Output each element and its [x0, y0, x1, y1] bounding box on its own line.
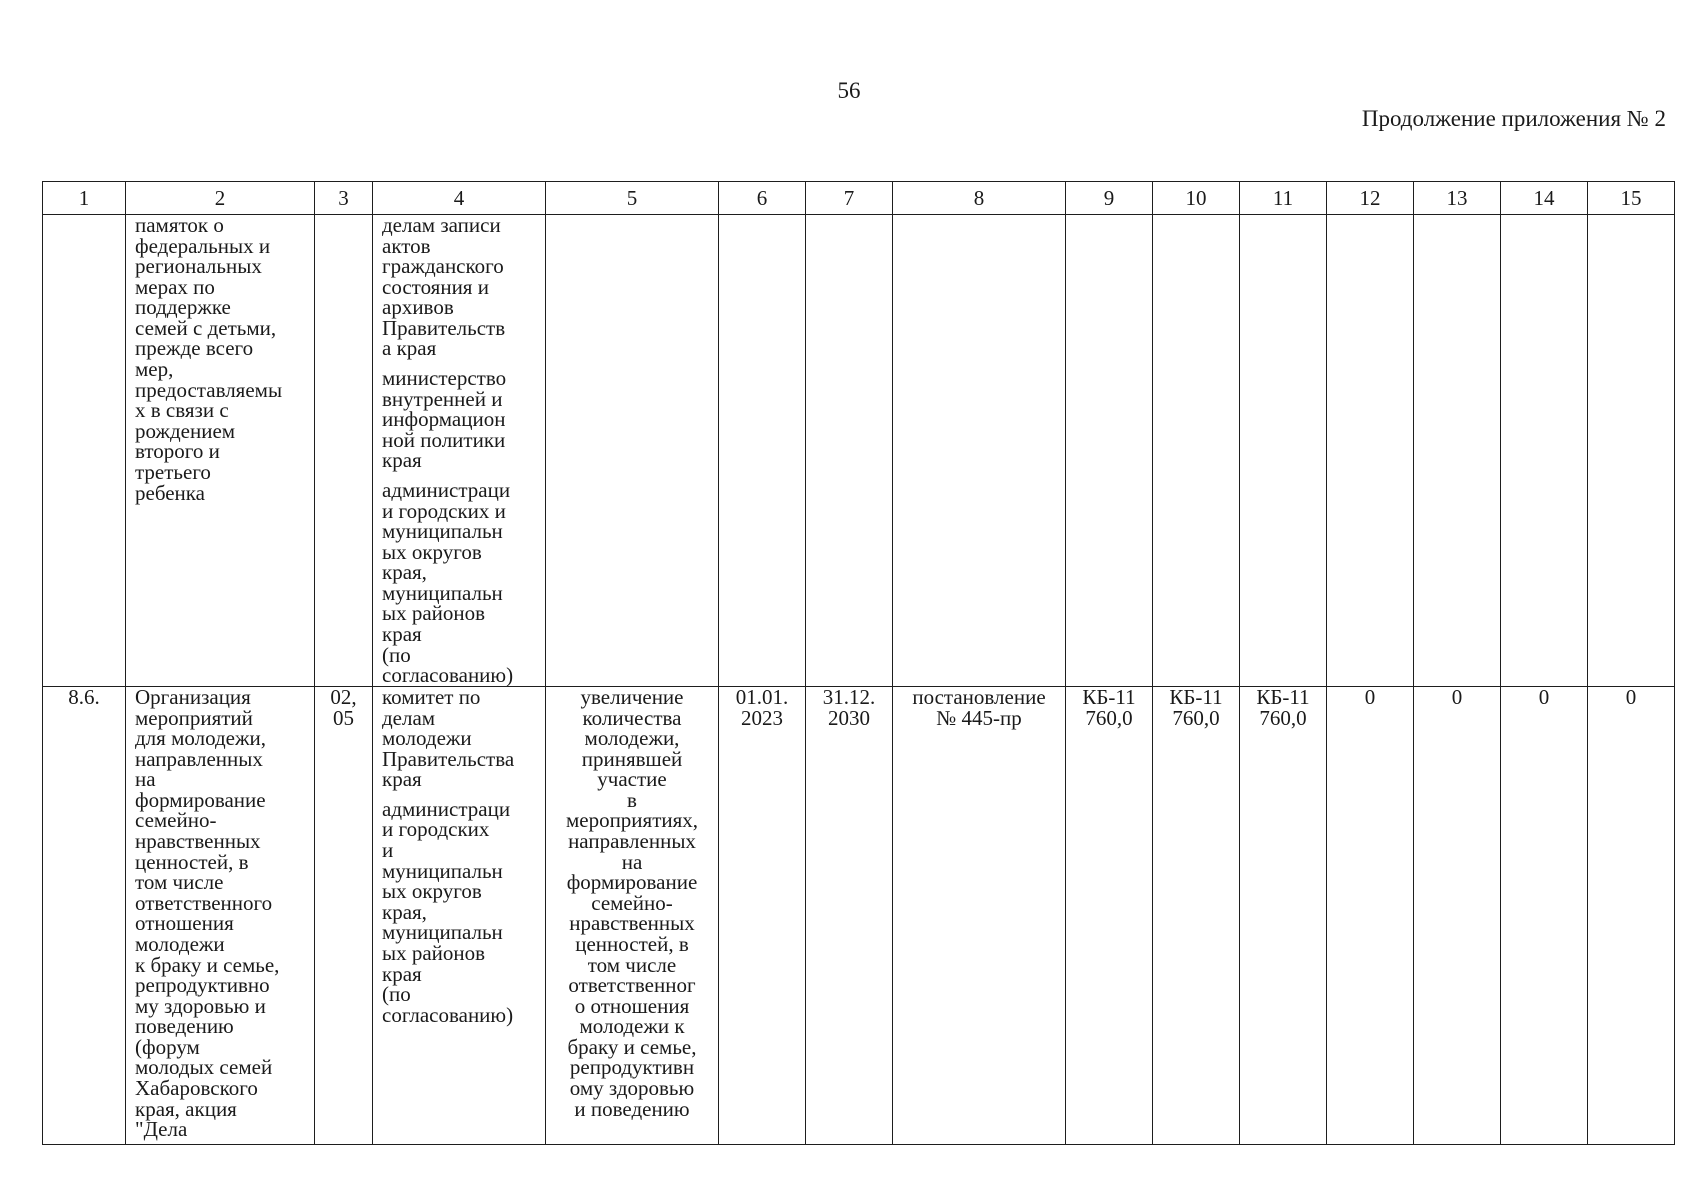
code-cell [315, 215, 373, 687]
funding-cell [1066, 687, 1153, 1145]
activity-cell [126, 215, 315, 687]
funding-cell [1588, 215, 1675, 687]
start-date-cell [719, 215, 806, 687]
funding-value: 0 [1625, 685, 1637, 709]
result-cell [546, 215, 719, 687]
funding-cell [1153, 215, 1240, 687]
column-header: 9 [1066, 182, 1153, 215]
end-date-cell [806, 687, 893, 1145]
funding-value: 0 [1538, 685, 1550, 709]
funding-cell [1501, 215, 1588, 687]
column-header: 2 [126, 182, 315, 215]
result-cell [546, 687, 719, 1145]
table-row-8-6 [43, 687, 1675, 1145]
funding-value: 0 [1451, 685, 1463, 709]
funding-cell [1066, 215, 1153, 687]
document-cell [893, 687, 1066, 1145]
row-number: 8.6. [68, 685, 100, 709]
column-header: 13 [1414, 182, 1501, 215]
code-cell [315, 687, 373, 1145]
column-header: 4 [373, 182, 546, 215]
end-date: 31.12. 2030 [822, 685, 876, 730]
funding-cell [1414, 215, 1501, 687]
appendix-table [42, 181, 1675, 1145]
executors-cell [373, 215, 546, 687]
funding-cell [1240, 215, 1327, 687]
funding-cell [1240, 687, 1327, 1145]
column-header: 14 [1501, 182, 1588, 215]
executor-text: администраци и городских и муниципальн ых округов края, муниципальн ых районов края (по согласованию) [382, 477, 514, 688]
funding-cell [1327, 215, 1414, 687]
column-header: 15 [1588, 182, 1675, 215]
table-row-continued [43, 215, 1675, 687]
result-text: увеличение количества молодежи, принявшей участие в мероприятиях, направленных на формирование семейно- нравственных ценностей, в том числе ответственног о отношения молодежи к браку и семье, репродуктивн ому здоровью и поведению [565, 685, 699, 1121]
column-header: 7 [806, 182, 893, 215]
funding-cell [1327, 687, 1414, 1145]
executors-cell [373, 687, 546, 1145]
funding-value: КБ-11 760,0 [1256, 685, 1310, 730]
activity-cell [126, 687, 315, 1145]
executor-text: министерство внутренней и информацион ной политики края [382, 366, 507, 473]
funding-value: 0 [1364, 685, 1376, 709]
continuation-label: Продолжение приложения № 2 [1361, 106, 1666, 131]
funding-cell [1414, 687, 1501, 1145]
funding-cell [1588, 687, 1675, 1145]
activity-text: Организация мероприятий для молодежи, направленных на формирование семейно- нравственных ценностей, в том числе ответственного отношения молодежи к браку и семье, репродуктивно му здоровью и поведению (форум молодых семей Хабаровского края, акция "Дела [135, 685, 280, 1142]
column-header: 6 [719, 182, 806, 215]
document-text: постановление № 445-пр [912, 685, 1046, 730]
column-header: 5 [546, 182, 719, 215]
column-header: 1 [43, 182, 126, 215]
column-header: 8 [893, 182, 1066, 215]
column-header: 10 [1153, 182, 1240, 215]
end-date-cell [806, 215, 893, 687]
column-header: 3 [315, 182, 373, 215]
executor-text: делам записи актов гражданского состояния и архивов Правительств а края [382, 213, 506, 361]
executor-text: администраци и городских и муниципальн ых округов края, муниципальн ых районов края (по согласованию) [382, 796, 514, 1027]
funding-cell [1153, 687, 1240, 1145]
activity-text: памяток о федеральных и региональных мерах по поддержке семей с детьми, прежде всего мер, предоставляемы х в связи с рождением второго и третьего ребенка [135, 213, 283, 505]
column-number-header-row [43, 182, 1675, 215]
row-number-cell [43, 687, 126, 1145]
document-cell [893, 215, 1066, 687]
start-date-cell [719, 687, 806, 1145]
code-text: 02, 05 [330, 685, 357, 730]
executor-text: комитет по делам молодежи Правительства края [382, 685, 515, 792]
row-number-cell [43, 215, 126, 687]
funding-cell [1501, 687, 1588, 1145]
page-number: 56 [837, 78, 861, 103]
column-header: 12 [1327, 182, 1414, 215]
funding-value: КБ-11 760,0 [1169, 685, 1223, 730]
start-date: 01.01. 2023 [735, 685, 789, 730]
funding-value: КБ-11 760,0 [1082, 685, 1136, 730]
column-header: 11 [1240, 182, 1327, 215]
